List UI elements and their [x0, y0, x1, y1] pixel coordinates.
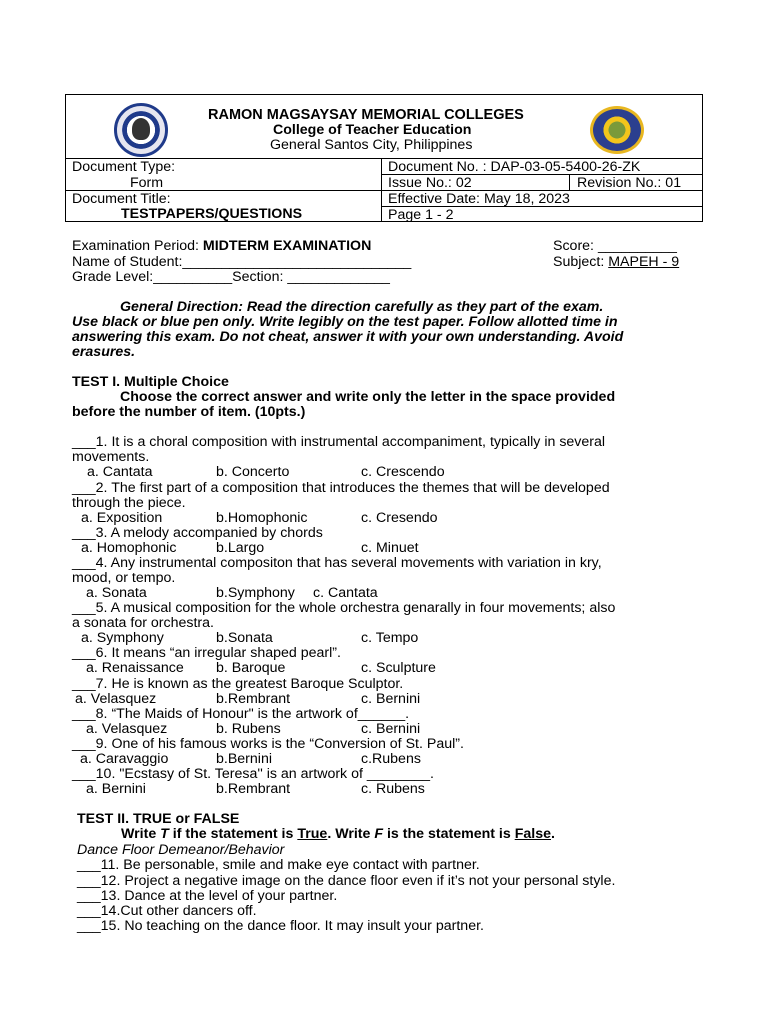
option: a. Exposition — [81, 510, 163, 526]
direction-line: General Direction: Read the direction carefully as they part of the exam. — [120, 299, 604, 315]
question-5: ___5. A musical composition for the whole orchestra genarally in four movements; also — [72, 600, 616, 616]
doc-type-value: Form — [130, 175, 164, 191]
instr-text: . Write — [327, 826, 375, 842]
question-11: ___11. Be personable, smile and make eye contact with partner. — [77, 857, 480, 873]
question-4-cont: mood, or tempo. — [72, 570, 176, 586]
exam-period — [72, 238, 371, 254]
college-name: College of Teacher Education — [273, 122, 472, 138]
option: c. Sculpture — [361, 660, 436, 676]
revision-number: Revision No.: 01 — [577, 175, 682, 191]
question-12: ___12. Project a negative image on the dance floor even if it’s not your personal style. — [77, 873, 616, 889]
test2-instruction — [121, 826, 555, 842]
option: a. Bernini — [86, 781, 146, 797]
option: b.Sonata — [216, 630, 273, 646]
option: a. Homophonic — [81, 540, 177, 556]
instr-true: True — [297, 826, 328, 842]
subject-value: MAPEH - 9 — [608, 254, 680, 270]
question-7: ___7. He is known as the greatest Baroque Sculptor. — [72, 676, 404, 692]
option: c. Bernini — [361, 721, 421, 737]
direction-line: answering this exam. Do not cheat, answer it with your own understanding. Avoid — [72, 329, 624, 345]
option: b.Rembrant — [216, 781, 291, 797]
option: c. Cresendo — [361, 510, 438, 526]
doc-type-label: Document Type: — [72, 159, 176, 175]
issue-number: Issue No.: 02 — [388, 175, 472, 191]
subject — [553, 254, 679, 270]
question-8: ___8. “The Maids of Honour" is the artwork of______. — [72, 706, 410, 722]
test1-title: TEST I. Multiple Choice — [72, 374, 229, 390]
option: c. Bernini — [361, 691, 421, 707]
rmmc-seal-logo — [114, 103, 168, 157]
location: General Santos City, Philippines — [270, 137, 473, 153]
instr-false: False — [514, 826, 551, 842]
page-number: Page 1 - 2 — [388, 207, 454, 223]
instr-text: is the statement is — [383, 826, 515, 842]
option: a. Cantata — [87, 464, 153, 480]
question-3: ___3. A melody accompanied by chords — [72, 525, 323, 541]
option: a. Symphony — [81, 630, 164, 646]
question-2-cont: through the piece. — [72, 495, 186, 511]
option: b.Homophonic — [216, 510, 308, 526]
question-14: ___14.Cut other dancers off. — [77, 903, 257, 919]
option: b. Rubens — [216, 721, 281, 737]
question-2: ___2. The first part of a composition that introduces the themes that will be developed — [72, 480, 610, 496]
option: c. Tempo — [361, 630, 419, 646]
header-divider — [569, 174, 570, 190]
effective-date: Effective Date: May 18, 2023 — [388, 191, 570, 207]
option: b. Baroque — [216, 660, 286, 676]
exam-period-value: MIDTERM EXAMINATION — [202, 238, 372, 254]
question-5-cont: a sonata for orchestra. — [72, 615, 214, 631]
option: b. Concerto — [216, 464, 290, 480]
option: b.Rembrant — [216, 691, 291, 707]
instr-text: Write — [121, 826, 161, 842]
question-1: ___1. It is a choral composition with instrumental accompaniment, typically in several — [72, 434, 606, 450]
option: c.Rubens — [361, 751, 421, 767]
direction-line: erasures. — [72, 344, 136, 360]
test1-instruction: Choose the correct answer and write only the letter in the space provided — [120, 389, 616, 405]
option: a. Velasquez — [86, 721, 168, 737]
question-9: ___9. One of his famous works is the “Conversion of St. Paul”. — [72, 736, 464, 752]
question-13: ___13. Dance at the level of your partner. — [77, 888, 338, 904]
instr-f: F — [374, 826, 384, 842]
test2-subtitle: Dance Floor Demeanor/Behavior — [77, 842, 285, 858]
option: a. Sonata — [86, 585, 147, 601]
option: c. Rubens — [361, 781, 425, 797]
question-1-cont: movements. — [72, 449, 150, 465]
direction-line: Use black or blue pen only. Write legibly on the test paper. Follow allotted time in — [72, 314, 618, 330]
option: b.Symphony — [216, 585, 295, 601]
option: b.Bernini — [216, 751, 272, 767]
student-name-field: Name of Student:_____________________________ — [72, 254, 412, 270]
option: b.Largo — [216, 540, 265, 556]
score-field: Score: __________ — [553, 238, 677, 254]
option: c. Cantata — [313, 585, 378, 601]
test2-title: TEST II. TRUE or FALSE — [77, 811, 240, 827]
option: c. Crescendo — [361, 464, 445, 480]
subject-label: Subject: — [553, 254, 609, 270]
question-4: ___4. Any instrumental compositon that has several movements with variation in kry, — [72, 555, 602, 571]
doc-title-label: Document Title: — [72, 191, 171, 207]
header-divider — [381, 158, 382, 222]
test1-instruction: before the number of item. (10pts.) — [72, 404, 306, 420]
instr-text: . — [550, 826, 555, 842]
option: c. Minuet — [361, 540, 419, 556]
option: a. Velasquez — [75, 691, 157, 707]
question-6: ___6. It means “an irregular shaped pearl”. — [72, 645, 341, 661]
grade-section-field: Grade Level:__________Section: _____________ — [72, 269, 390, 285]
question-10: ___10. "Ecstasy of St. Teresa'' is an artwork of ________. — [72, 766, 434, 782]
college-seal-logo — [590, 106, 644, 154]
instr-text: if the statement is — [168, 826, 298, 842]
instr-t: T — [160, 826, 169, 842]
question-15: ___15. No teaching on the dance floor. It may insult your partner. — [77, 918, 484, 934]
doc-title-value: TESTPAPERS/QUESTIONS — [121, 206, 303, 222]
option: a. Caravaggio — [80, 751, 169, 767]
exam-period-label: Examination Period: — [72, 238, 203, 254]
doc-number: Document No. : DAP-03-05-5400-26-ZK — [388, 159, 641, 175]
option: a. Renaissance — [86, 660, 184, 676]
institution-name: RAMON MAGSAYSAY MEMORIAL COLLEGES — [208, 107, 524, 123]
